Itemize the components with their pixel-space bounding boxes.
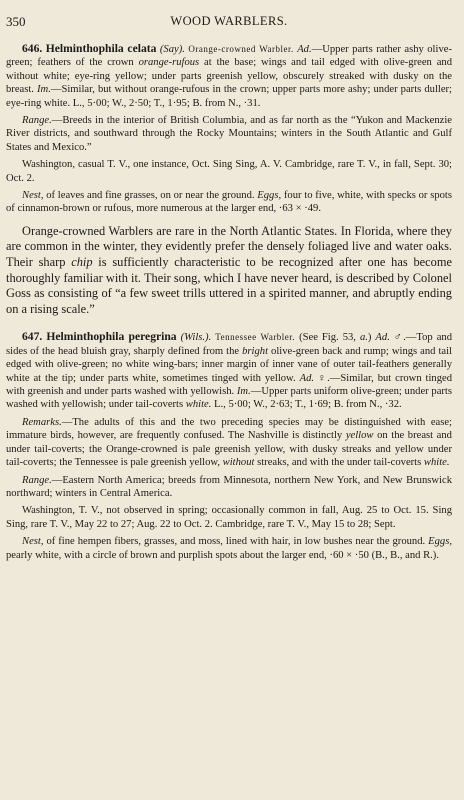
common-name: Orange-crowned Warbler.	[188, 44, 294, 54]
entry-646-prose: Orange-crowned Warblers are rare in the North Atlantic States. In Florida, where they are common in the winter, they evidently prefer the densely foliaged live and water oaks. Their sharp chip is sufficiently characteristic to be recognized after one has become thoroughly familiar with it. Their song, which I have never heard, is described by Colonel Goss as consisting of “a few sweet trills uttered in a spirited manner, and abruptly ending on a rising scale.”	[6, 223, 452, 316]
entry-646-nest: Nest, of leaves and fine grasses, on or near the ground. Eggs, four to five, white, with specks or spots of cinnamon-brown or rufous, more numerous at the larger end, ·63 × ·49.	[6, 190, 452, 215]
author-citation: (Say).	[159, 44, 185, 55]
scientific-name: Helminthophila celata	[45, 42, 157, 55]
entry-646-heading-description: 646. Helminthophila celata (Say). Orange-crowned Warbler. Ad.—Upper parts rather ashy olive-green; feathers of the crown orange-rufous at the base; wings and tail edged with olive-green and without white; eye-ring yellow; under parts greenish yellow, obscurely streaked with dusky on the breast. Im.—Similar, but without orange-rufous in the crown; upper parts more ashy; under parts duller; eye-ring white. L., 5·00; W., 2·50; T., 1·95; B. from N., ·31.	[6, 42, 453, 109]
entry-number: 646.	[22, 42, 43, 55]
running-head: WOOD WARBLERS.	[170, 14, 288, 28]
page-content	[6, 40, 452, 562]
common-name: Tennessee Warbler.	[215, 332, 296, 343]
entry-647-range: Range.—Eastern North America; breeds from Minnesota, northern New York, and New Brunswick northward; winters in Central America.	[6, 474, 452, 499]
entry-647-heading-description: 647. Helminthophila peregrina (Wils.). Tennessee Warbler. (See Fig. 53, a.) Ad. ♂.—Top and sides of the head bluish gray, sharply defined from the bright olive-green back and rump; wings and tail edged with olive-green; no white wing-bars; inner margin of inner vane of outer tail-feathers generally white at the tip; under parts white, sometimes tinged with yellow. Ad. ♀.—Similar, but crown tinged with greenish and under parts washed with yellowish. Im.—Upper parts uniform olive-green; under parts washed with yellowish; under tail-coverts white. L., 5·00; W., 2·63; T., 1·69; B. from N., ·32.	[6, 330, 453, 411]
page-header	[6, 14, 452, 30]
entry-646-records: Washington, casual T. V., one instance, Oct. Sing Sing, A. V. Cambridge, rare T. V., in fall, Sept. 30; Oct. 2.	[6, 159, 452, 184]
author-citation: (Wils.).	[180, 332, 212, 344]
entry-647-nest: Nest, of fine hempen fibers, grasses, and moss, lined with hair, in low bushes near the ground. Eggs, pearly white, with a circle of brown and purplish spots about the larger end, ·60 × ·50 (B., B., and R.).	[6, 536, 452, 561]
scientific-name: Helminthophila peregrina	[46, 330, 177, 344]
entry-647-remarks: Remarks.—The adults of this and the two preceding species may be distinguished with ease; immature birds, however, are frequently confused. The Nashville is distinctly yellow on the breast and under tail-coverts; the Orange-crowned is pale greenish yellow, with dusky streaks and yellow under tail-coverts; the Tennessee is pale greenish yellow, without streaks, and with the under tail-coverts white.	[6, 416, 452, 469]
entry-647-records: Washington, T. V., not observed in spring; occasionally common in fall, Aug. 25 to Oct. 15. Sing Sing, rare T. V., May 22 to 27; Aug. 22 to Oct. 2. Cambridge, rare T. V., May 15 to 28; Sept.	[6, 505, 452, 530]
page-number: 350	[6, 14, 26, 29]
entry-646-range: Range.—Breeds in the interior of British Columbia, and as far north as the “Yukon and Mackenzie River districts, and southward through the Rocky Mountains; winters in the South Atlantic and Gulf States and Mexico.”	[6, 115, 452, 153]
entry-number: 647.	[22, 330, 43, 344]
